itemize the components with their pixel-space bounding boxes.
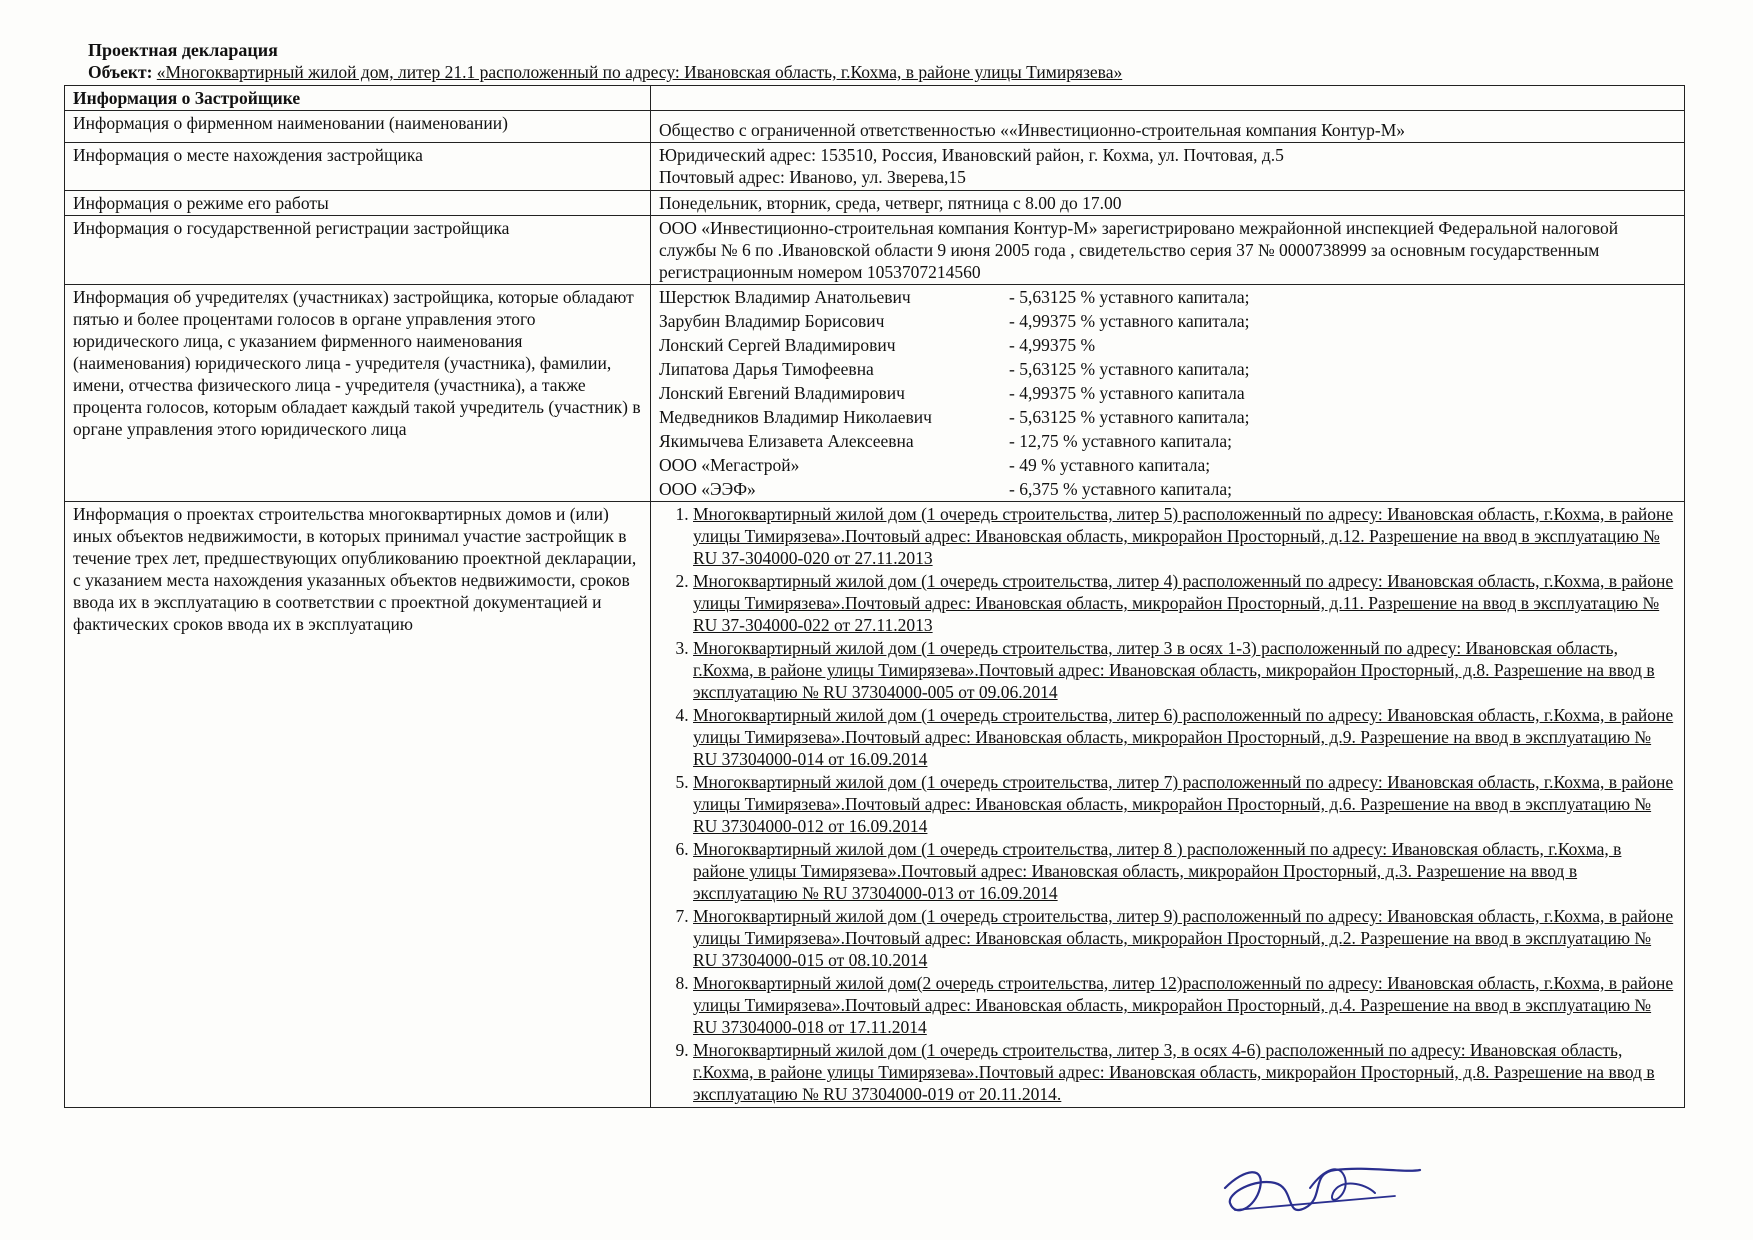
- founder-name: Якимычева Елизавета Алексеевна: [659, 431, 914, 451]
- section-title: Информация о Застройщике: [65, 86, 651, 111]
- row-label-founders: Информация об учредителях (участниках) застройщика, которые обладают пятью и более процентами голосов в органе управления этого юридического лица, с указанием фирменного наименования (наименования) юридического лица - учредителя (участника), фамилии, имени, отчества физического лица - учредителя (участника), а также процента голосов, которым обладает каждый такой учредитель (участник) в органе управления этого юридического лица: [65, 285, 651, 502]
- row-value-registration: ООО «Инвестиционно-строительная компания Контур-М» зарегистрировано межрайонной инспекцией Федеральной налоговой службы № 6 по .Ивановской области 9 июня 2005 года , свидетельство серия 37 № 0000738999 за основным государственным регистрационным номером 1053707214560: [651, 216, 1685, 285]
- founder-share: - 5,63125 % уставного капитала;: [1009, 287, 1250, 307]
- row-value-projects: [651, 502, 1685, 1108]
- project-item: 9. Многоквартирный жилой дом (1 очередь строительства, литер 3, в осях 4-6) расположенный по адресу: Ивановская область, г.Кохма, в районе улицы Тимирязева».Почтовый адрес: Ивановская область, микрорайон Просторный, д.8. Разрешение на ввод в эксплуатацию № RU 37304000-019 от 20.11.2014.: [693, 1039, 1676, 1105]
- project-item: 5. Многоквартирный жилой дом (1 очередь строительства, литер 7) расположенный по адресу: Ивановская область, г.Кохма, в районе улицы Тимирязева».Почтовый адрес: Ивановская область, микрорайон Просторный, д.6. Разрешение на ввод в эксплуатацию № RU 37304000-012 от 16.09.2014: [693, 771, 1676, 837]
- postal-address: Почтовый адрес: Иваново, ул. Зверева,15: [659, 167, 966, 187]
- founder-share: - 4,99375 % уставного капитала;: [1009, 311, 1250, 331]
- founder-name: Медведников Владимир Николаевич: [659, 407, 932, 427]
- table-row: [65, 86, 1685, 111]
- table-row: [65, 502, 1685, 1108]
- project-item: 6. Многоквартирный жилой дом (1 очередь строительства, литер 8 ) расположенный по адресу: Ивановская область, г.Кохма, в районе улицы Тимирязева».Почтовый адрес: Ивановская область, микрорайон Просторный, д.3. Разрешение на ввод в эксплуатацию № RU 37304000-013 от 16.09.2014: [693, 838, 1676, 904]
- project-item: 3. Многоквартирный жилой дом (1 очередь строительства, литер 3 в осях 1-3) расположенный по адресу: Ивановская область, г.Кохма, в районе улицы Тимирязева».Почтовый адрес: Ивановская область, микрорайон Просторный, д.8. Разрешение на ввод в эксплуатацию № RU 37304000-005 от 09.06.2014: [693, 637, 1676, 703]
- founder-name: Зарубин Владимир Борисович: [659, 311, 885, 331]
- row-value-company-name: Общество с ограниченной ответственностью ««Инвестиционно-строительная компания Контур-М»: [651, 111, 1685, 143]
- table-row: [65, 143, 1685, 191]
- founder-share: - 12,75 % уставного капитала;: [1009, 431, 1232, 451]
- table-row: [65, 216, 1685, 285]
- row-value-work-mode: Понедельник, вторник, среда, четверг, пятница с 8.00 до 17.00: [651, 191, 1685, 216]
- row-value-founders: [651, 285, 1685, 502]
- founder-name: ООО «ЭЭФ»: [659, 479, 756, 499]
- table-row: [65, 191, 1685, 216]
- row-label-registration: Информация о государственной регистрации застройщика: [65, 216, 651, 285]
- project-item: 8. Многоквартирный жилой дом(2 очередь строительства, литер 12)расположенный по адресу: Ивановская область, г.Кохма, в районе улицы Тимирязева».Почтовый адрес: Ивановская область, микрорайон Просторный, д.4. Разрешение на ввод в эксплуатацию № RU 37304000-018 от 17.11.2014: [693, 972, 1676, 1038]
- founder-share: - 6,375 % уставного капитала;: [1009, 479, 1232, 499]
- founder-name: ООО «Мегастрой»: [659, 455, 800, 475]
- signature: [1215, 1148, 1425, 1228]
- founder-name: Шерстюк Владимир Анатольевич: [659, 287, 911, 307]
- row-label-projects: Информация о проектах строительства многоквартирных домов и (или) иных объектов недвижимости, в которых принимал участие застройщик в течение трех лет, предшествующих опубликованию проектной декларации, с указанием места нахождения указанных объектов недвижимости, сроков ввода их в эксплуатацию в соответствии с проектной документацией и фактических сроков ввода их в эксплуатацию: [65, 502, 651, 1108]
- founder-share: - 5,63125 % уставного капитала;: [1009, 359, 1250, 379]
- row-label-company-name: Информация о фирменном наименовании (наименовании): [65, 111, 651, 143]
- founders-list: [659, 286, 1676, 500]
- founder-name: Липатова Дарья Тимофеевна: [659, 359, 874, 379]
- legal-address: Юридический адрес: 153510, Россия, Ивановский район, г. Кохма, ул. Почтовая, д.5: [659, 145, 1284, 165]
- project-item: 4. Многоквартирный жилой дом (1 очередь строительства, литер 6) расположенный по адресу: Ивановская область, г.Кохма, в районе улицы Тимирязева».Почтовый адрес: Ивановская область, микрорайон Просторный, д.9. Разрешение на ввод в эксплуатацию № RU 37304000-014 от 16.09.2014: [693, 704, 1676, 770]
- founder-share: - 5,63125 % уставного капитала;: [1009, 407, 1250, 427]
- table-row: [65, 111, 1685, 143]
- founder-name: Лонский Евгений Владимирович: [659, 383, 905, 403]
- declaration-table: [64, 85, 1685, 1108]
- founder-share: - 4,99375 % уставного капитала: [1009, 383, 1245, 403]
- founder-share: - 4,99375 %: [1009, 335, 1096, 355]
- table-row: [65, 285, 1685, 502]
- section-title-empty-cell: [651, 86, 1685, 111]
- projects-list: [659, 503, 1676, 1105]
- project-item: 7. Многоквартирный жилой дом (1 очередь строительства, литер 9) расположенный по адресу: Ивановская область, г.Кохма, в районе улицы Тимирязева».Почтовый адрес: Ивановская область, микрорайон Просторный, д.2. Разрешение на ввод в эксплуатацию № RU 37304000-015 от 08.10.2014: [693, 905, 1676, 971]
- object-label: Объект:: [88, 62, 153, 82]
- object-line: [88, 62, 1122, 82]
- row-label-work-mode: Информация о режиме его работы: [65, 191, 651, 216]
- row-value-location: [651, 143, 1685, 191]
- object-text: «Многоквартирный жилой дом, литер 21.1 расположенный по адресу: Ивановская область, г.Кохма, в районе улицы Тимирязева»: [156, 62, 1123, 82]
- founder-share: - 49 % уставного капитала;: [1009, 455, 1211, 475]
- founder-name: Лонский Сергей Владимирович: [659, 335, 896, 355]
- row-label-location: Информация о месте нахождения застройщика: [65, 143, 651, 191]
- document-title: Проектная декларация: [88, 40, 278, 60]
- project-item: 2. Многоквартирный жилой дом (1 очередь строительства, литер 4) расположенный по адресу: Ивановская область, г.Кохма, в районе улицы Тимирязева».Почтовый адрес: Ивановская область, микрорайон Просторный, д.11. Разрешение на ввод в эксплуатацию № RU 37-304000-022 от 27.11.2013: [693, 570, 1676, 636]
- project-item: 1. Многоквартирный жилой дом (1 очередь строительства, литер 5) расположенный по адресу: Ивановская область, г.Кохма, в районе улицы Тимирязева».Почтовый адрес: Ивановская область, микрорайон Просторный, д.12. Разрешение на ввод в эксплуатацию № RU 37-304000-020 от 27.11.2013: [693, 503, 1676, 569]
